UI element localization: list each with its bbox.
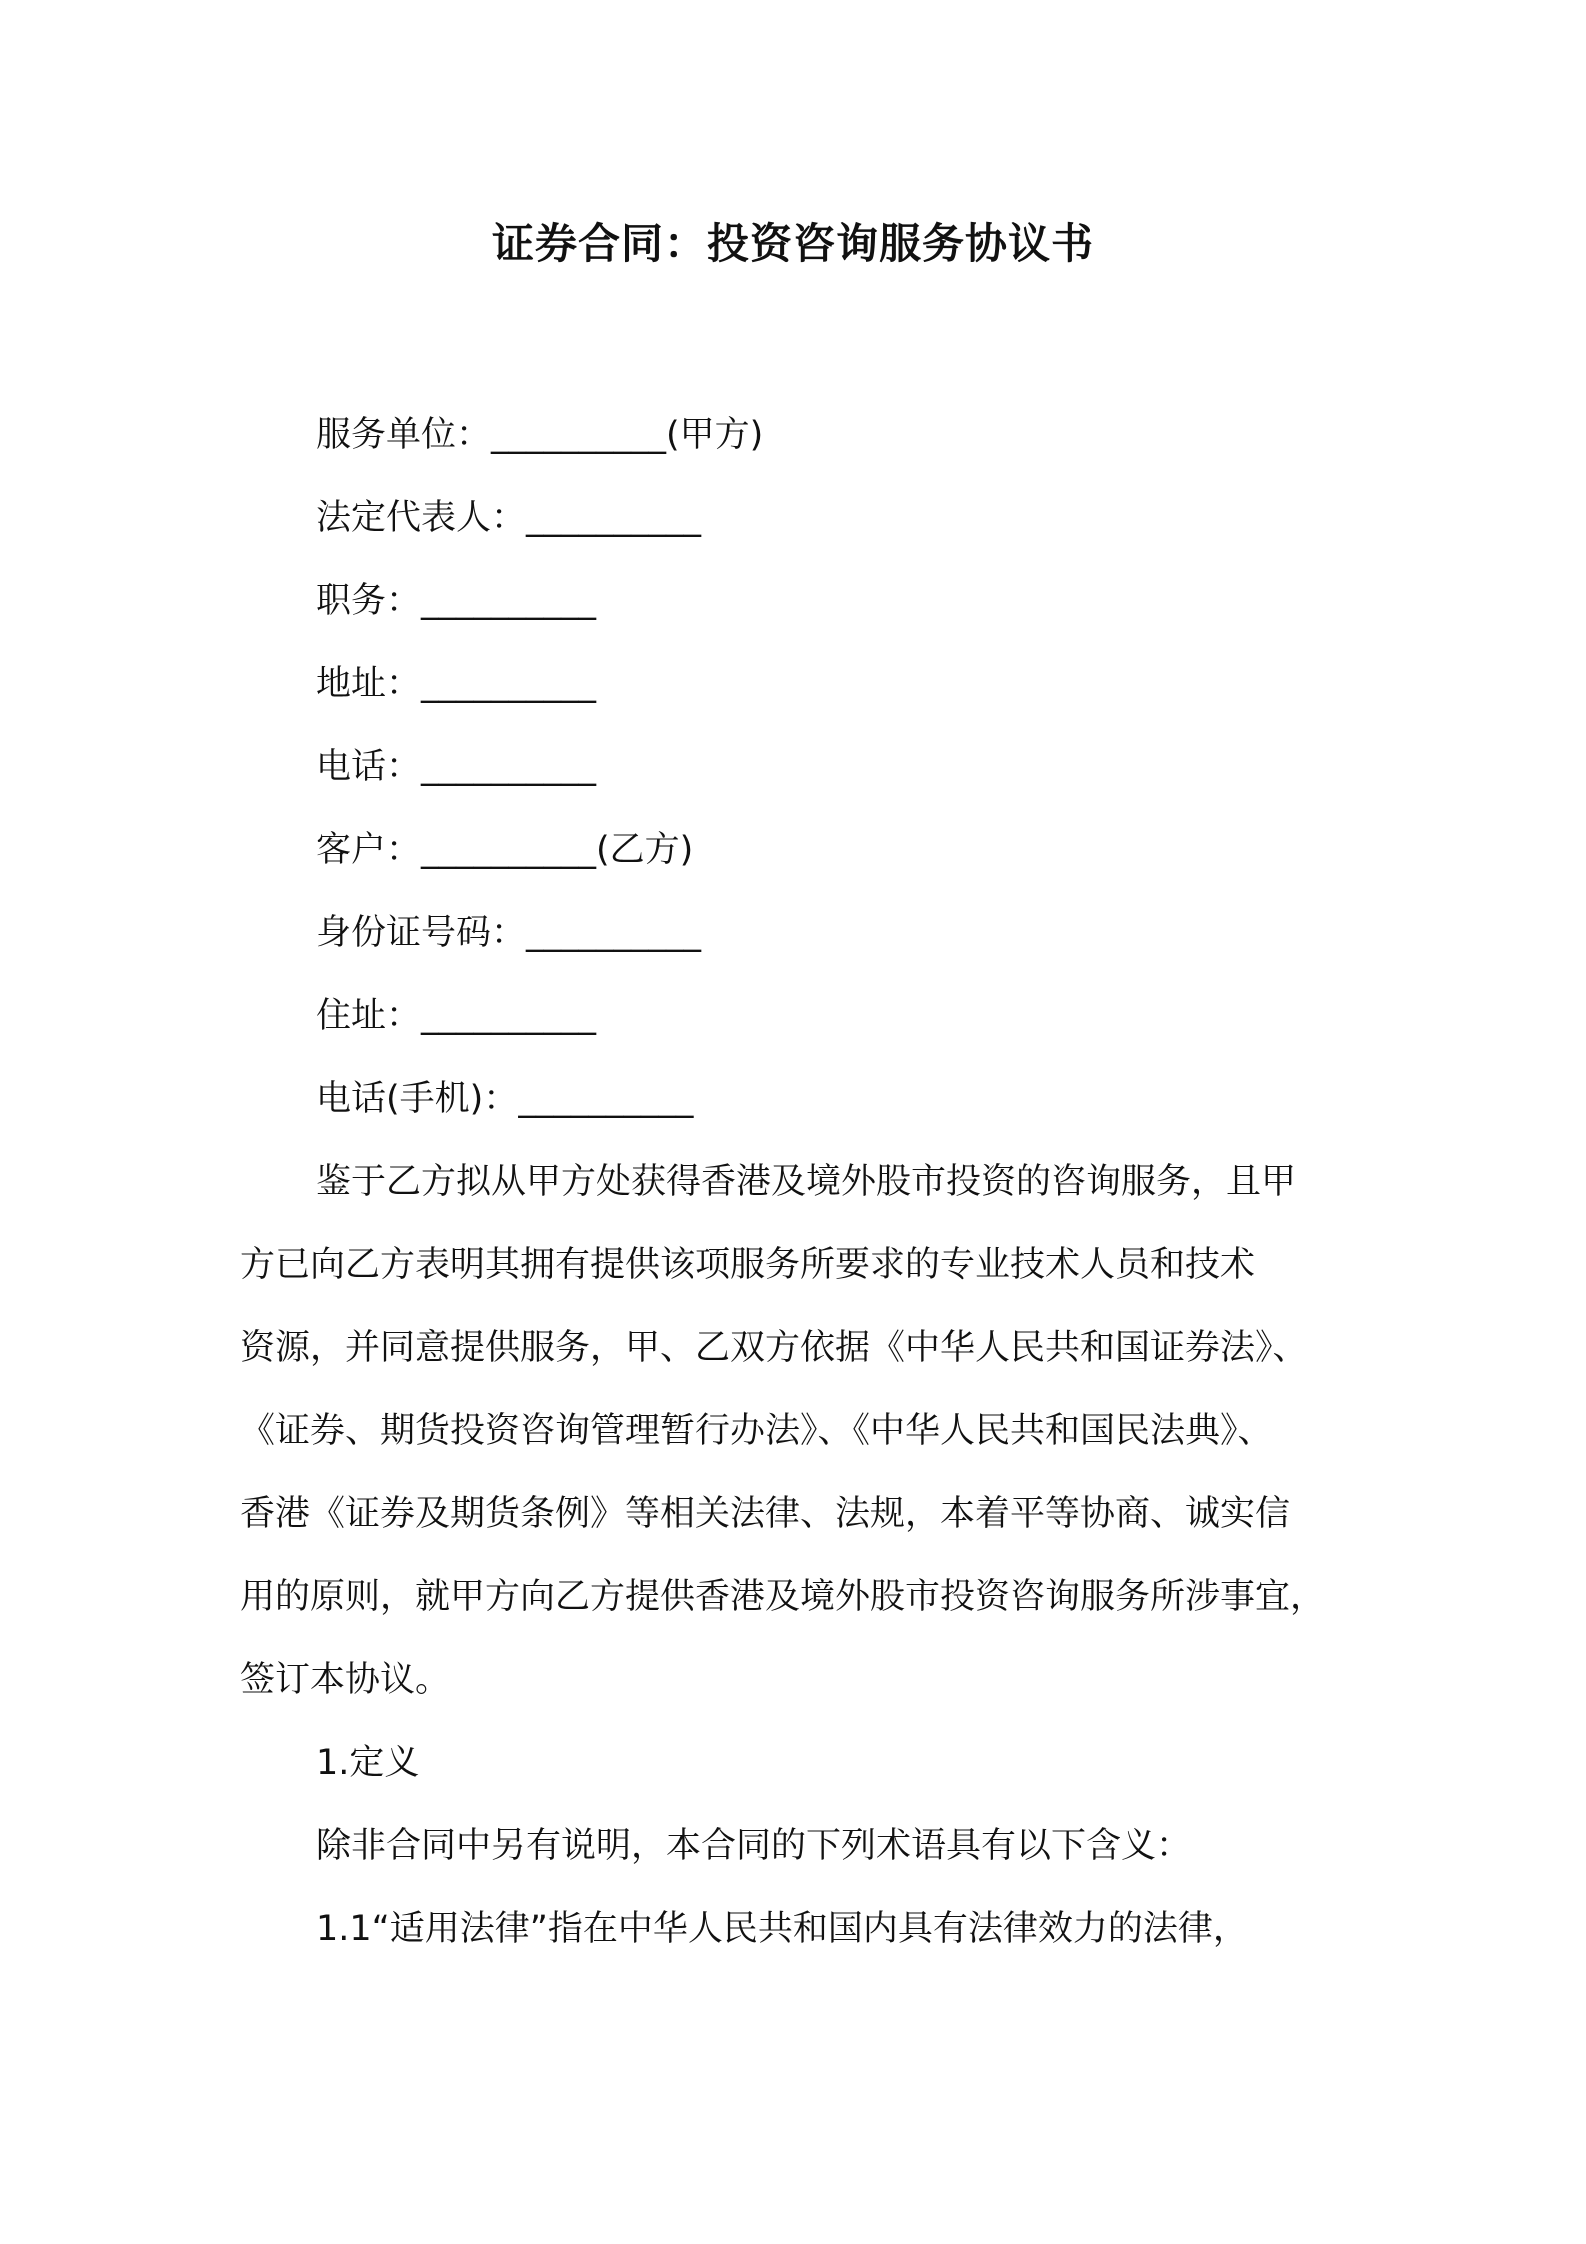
document-title: 证券合同：投资咨询服务协议书 <box>491 219 1094 268</box>
field-label: 法定代表人： <box>316 498 527 538</box>
blank-line: __________ <box>421 581 597 621</box>
field-legal-representative <box>316 493 701 543</box>
blank-line: __________ <box>421 664 597 704</box>
field-label: 客户： <box>316 830 422 870</box>
field-suffix: (乙方) <box>596 830 694 870</box>
section-heading: 1.定义 <box>316 1743 420 1783</box>
field-address <box>316 659 596 709</box>
field-label: 电话(手机)： <box>316 1079 519 1119</box>
field-mobile-phone <box>316 1074 693 1124</box>
blank-line: __________ <box>421 830 597 870</box>
blank-line: __________ <box>526 498 702 538</box>
blank-line: __________ <box>421 747 597 787</box>
field-service-unit <box>316 410 763 460</box>
blank-line: __________ <box>491 415 667 455</box>
field-label: 地址： <box>316 664 422 704</box>
preamble-line: 用的原则，就甲方向乙方提供香港及境外股市投资咨询服务所涉事宜， <box>240 1577 1326 1617</box>
preamble-line: 方已向乙方表明其拥有提供该项服务所要求的专业技术人员和技术 <box>240 1245 1256 1285</box>
blank-line: __________ <box>421 996 597 1036</box>
field-label: 住址： <box>316 996 422 1036</box>
preamble-line: 资源，并同意提供服务，甲、乙双方依据《中华人民共和国证券法》、 <box>240 1328 1308 1368</box>
field-phone <box>316 742 596 792</box>
field-label: 电话： <box>316 747 422 787</box>
preamble-line: 鉴于乙方拟从甲方处获得香港及境外股市投资的咨询服务，且甲 <box>316 1162 1297 1202</box>
preamble-line: 《证券、期货投资咨询管理暂行办法》、《中华人民共和国民法典》、 <box>240 1411 1273 1451</box>
field-residence <box>316 991 596 1041</box>
section-intro: 除非合同中另有说明，本合同的下列术语具有以下含义： <box>316 1826 1192 1866</box>
clause-1-1: 1.1“适用法律”指在中华人民共和国内具有法律效力的法律， <box>316 1909 1248 1949</box>
blank-line: __________ <box>518 1079 694 1119</box>
field-position <box>316 576 596 626</box>
field-client <box>316 825 693 875</box>
field-label: 职务： <box>316 581 422 621</box>
blank-line: __________ <box>526 913 702 953</box>
field-label: 身份证号码： <box>316 913 527 953</box>
field-suffix: (甲方) <box>666 415 764 455</box>
preamble-line: 签订本协议。 <box>240 1660 451 1700</box>
field-label: 服务单位： <box>316 415 492 455</box>
field-id-number <box>316 908 701 958</box>
preamble-line: 香港《证券及期货条例》等相关法律、法规，本着平等协商、诚实信 <box>240 1494 1291 1534</box>
